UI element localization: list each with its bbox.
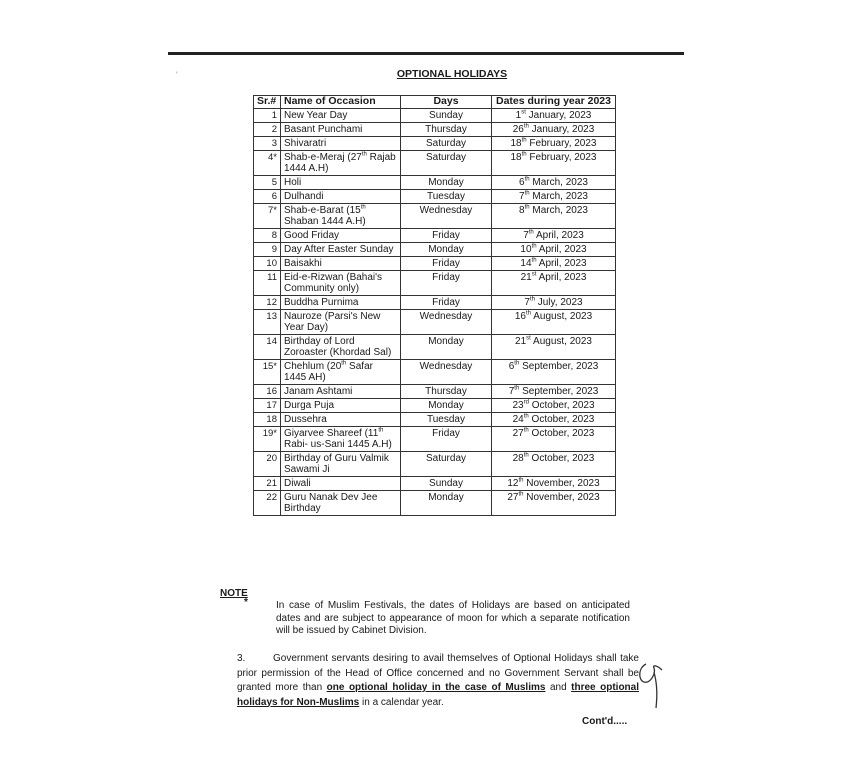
date-ordinal-suffix: th <box>528 229 534 236</box>
date-month-year: August, 2023 <box>530 311 593 322</box>
row-day: Wednesday <box>401 310 492 335</box>
row-sr-number: 18 <box>254 413 281 427</box>
table-row <box>254 151 616 176</box>
row-day: Thursday <box>401 385 492 399</box>
row-sr-number: 15* <box>254 360 281 385</box>
row-occasion-name: Shivaratri <box>281 137 401 151</box>
date-month-year: March, 2023 <box>529 205 588 216</box>
row-day: Wednesday <box>401 360 492 385</box>
row-occasion-name: New Year Day <box>281 109 401 123</box>
date-day-number: 26 <box>512 124 524 135</box>
row-occasion-name: Good Friday <box>281 229 401 243</box>
row-sr-number: 16 <box>254 385 281 399</box>
row-date <box>492 109 616 123</box>
table-row <box>254 271 616 296</box>
row-day: Saturday <box>401 137 492 151</box>
row-sr-number: 3 <box>254 137 281 151</box>
date-ordinal-suffix: th <box>518 477 524 484</box>
paragraph-3 <box>237 652 639 710</box>
table-row <box>254 477 616 491</box>
date-day-number: 10 <box>520 244 532 255</box>
scan-speck: ʹ <box>176 70 178 80</box>
row-sr-number: 22 <box>254 491 281 516</box>
row-date <box>492 399 616 413</box>
date-ordinal-suffix: th <box>518 491 524 498</box>
row-day: Friday <box>401 271 492 296</box>
row-sr-number: 9 <box>254 243 281 257</box>
row-occasion-name <box>281 204 401 229</box>
row-day: Saturday <box>401 452 492 477</box>
date-day-number: 1 <box>515 110 522 121</box>
occasion-name-part: Shab-e-Meraj (27 <box>284 152 362 163</box>
row-day: Saturday <box>401 151 492 176</box>
continued-marker: Cont'd..... <box>582 716 628 727</box>
date-day-number: 16 <box>514 311 526 322</box>
table-row <box>254 310 616 335</box>
date-month-year: March, 2023 <box>529 191 588 202</box>
date-month-year: April, 2023 <box>536 258 587 269</box>
row-date <box>492 427 616 452</box>
date-month-year: November, 2023 <box>523 478 600 489</box>
row-date <box>492 491 616 516</box>
date-day-number: 21 <box>520 272 532 283</box>
row-occasion-name <box>281 427 401 452</box>
row-sr-number: 13 <box>254 310 281 335</box>
row-occasion-name: Diwali <box>281 477 401 491</box>
row-day: Friday <box>401 296 492 310</box>
date-day-number: 24 <box>512 414 524 425</box>
date-day-number: 23 <box>512 400 524 411</box>
table-row <box>254 399 616 413</box>
table-row <box>254 491 616 516</box>
table-row <box>254 229 616 243</box>
date-month-year: September, 2023 <box>519 386 599 397</box>
row-date <box>492 137 616 151</box>
date-day-number: 6 <box>519 177 525 188</box>
paragraph-text-c: in a calendar year. <box>359 696 444 708</box>
row-date <box>492 310 616 335</box>
row-occasion-name: Birthday of Lord Zoroaster (Khordad Sal) <box>281 335 401 360</box>
date-month-year: October, 2023 <box>528 400 595 411</box>
table-row <box>254 204 616 229</box>
row-occasion-name: Janam Ashtami <box>281 385 401 399</box>
row-date <box>492 243 616 257</box>
row-sr-number: 14 <box>254 335 281 360</box>
row-sr-number: 7* <box>254 204 281 229</box>
paragraph-number: 3. <box>237 653 246 664</box>
date-month-year: April, 2023 <box>536 272 587 283</box>
date-day-number: 8 <box>519 205 525 216</box>
page-title: OPTIONAL HOLIDAYS <box>396 68 508 80</box>
row-sr-number: 10 <box>254 257 281 271</box>
row-date <box>492 413 616 427</box>
row-occasion-name: Baisakhi <box>281 257 401 271</box>
date-day-number: 6 <box>508 361 515 372</box>
table-row <box>254 335 616 360</box>
occasion-name-ordinal: th <box>360 204 366 211</box>
row-occasion-name: Day After Easter Sunday <box>281 243 401 257</box>
occasion-name-part: Rabi- us-Sani 1445 A.H) <box>284 439 392 450</box>
note-label: NOTE <box>220 588 248 599</box>
occasion-name-part: Safar 1445 AH) <box>284 361 373 383</box>
occasion-name-ordinal: th <box>361 151 367 158</box>
table-row <box>254 385 616 399</box>
date-ordinal-suffix: st <box>526 335 531 342</box>
date-month-year: October, 2023 <box>528 428 595 439</box>
row-occasion-name: Guru Nanak Dev Jee Birthday <box>281 491 401 516</box>
signature-initial <box>636 660 668 712</box>
date-month-year: October, 2023 <box>528 414 595 425</box>
row-date <box>492 477 616 491</box>
paragraph-text-a: Government servants desiring to avail themselves of Optional Holidays shall take prior permission of the Head of Office concerned and no Government Servant shall be granted more than <box>237 653 639 693</box>
row-sr-number: 21 <box>254 477 281 491</box>
table-header-row <box>254 96 616 109</box>
date-day-number: 28 <box>512 453 524 464</box>
row-occasion-name: Buddha Purnima <box>281 296 401 310</box>
date-ordinal-suffix: th <box>514 385 520 392</box>
paragraph-text-b: and <box>545 682 572 693</box>
row-occasion-name: Nauroze (Parsi's New Year Day) <box>281 310 401 335</box>
date-day-number: 7 <box>519 191 525 202</box>
date-day-number: 12 <box>507 478 519 489</box>
date-month-year: April, 2023 <box>533 230 584 241</box>
date-ordinal-suffix: th <box>523 452 529 459</box>
row-day: Friday <box>401 257 492 271</box>
date-ordinal-suffix: th <box>521 137 527 144</box>
date-month-year: September, 2023 <box>519 361 599 372</box>
row-date <box>492 296 616 310</box>
row-day: Monday <box>401 176 492 190</box>
date-ordinal-suffix: th <box>531 243 537 250</box>
note-text: In case of Muslim Festivals, the dates of Holidays are based on anticipated dates and are subject to appearance of moon for which a separate notification will be issued by Cabinet Division. <box>276 600 630 636</box>
occasion-name-part: Giyarvee Shareef (11 <box>284 428 379 439</box>
date-ordinal-suffix: th <box>521 151 527 158</box>
row-date <box>492 229 616 243</box>
row-date <box>492 257 616 271</box>
row-sr-number: 17 <box>254 399 281 413</box>
date-month-year: August, 2023 <box>530 336 592 347</box>
row-day: Thursday <box>401 123 492 137</box>
table-row <box>254 137 616 151</box>
row-day: Monday <box>401 399 492 413</box>
date-month-year: July, 2023 <box>534 297 583 308</box>
row-occasion-name: Holi <box>281 176 401 190</box>
row-day: Tuesday <box>401 413 492 427</box>
table-row <box>254 360 616 385</box>
occasion-name-part: Chehlum (20 <box>284 361 342 372</box>
table-row <box>254 413 616 427</box>
date-ordinal-suffix: rd <box>523 399 529 406</box>
row-occasion-name: Durga Puja <box>281 399 401 413</box>
row-sr-number: 8 <box>254 229 281 243</box>
date-ordinal-suffix: st <box>531 271 537 278</box>
date-ordinal-suffix: th <box>529 296 535 303</box>
date-day-number: 18 <box>510 152 522 163</box>
date-month-year: January, 2023 <box>525 110 592 121</box>
date-month-year: January, 2023 <box>528 124 595 135</box>
table-row <box>254 452 616 477</box>
row-sr-number: 6 <box>254 190 281 204</box>
header-name: Name of Occasion <box>281 96 401 109</box>
date-ordinal-suffix: th <box>523 427 529 434</box>
row-date <box>492 190 616 204</box>
occasion-name-ordinal: th <box>341 360 347 367</box>
row-date <box>492 385 616 399</box>
row-occasion-name <box>281 360 401 385</box>
date-month-year: April, 2023 <box>536 244 587 255</box>
row-day: Friday <box>401 229 492 243</box>
table-row <box>254 296 616 310</box>
row-day: Sunday <box>401 109 492 123</box>
table-row <box>254 123 616 137</box>
date-day-number: 27 <box>507 492 519 503</box>
note-bullet: * <box>244 597 248 608</box>
row-date <box>492 335 616 360</box>
row-occasion-name: Basant Punchami <box>281 123 401 137</box>
date-ordinal-suffix: th <box>514 360 520 367</box>
occasion-name-part: Shab-e-Barat (15 <box>284 205 361 216</box>
table-row <box>254 109 616 123</box>
date-ordinal-suffix: th <box>523 123 529 130</box>
date-day-number: 18 <box>510 138 522 149</box>
date-month-year: February, 2023 <box>526 138 597 149</box>
date-ordinal-suffix: th <box>524 204 530 211</box>
date-month-year: October, 2023 <box>528 453 595 464</box>
date-month-year: February, 2023 <box>526 152 597 163</box>
header-sr: Sr.# <box>254 96 281 109</box>
row-day: Wednesday <box>401 204 492 229</box>
date-day-number: 21 <box>515 336 527 347</box>
row-sr-number: 20 <box>254 452 281 477</box>
date-month-year: March, 2023 <box>529 177 588 188</box>
date-month-year: November, 2023 <box>523 492 600 503</box>
table-row <box>254 176 616 190</box>
date-ordinal-suffix: th <box>531 257 537 264</box>
row-day: Monday <box>401 491 492 516</box>
row-date <box>492 204 616 229</box>
row-date <box>492 176 616 190</box>
row-day: Sunday <box>401 477 492 491</box>
row-sr-number: 12 <box>254 296 281 310</box>
row-date <box>492 360 616 385</box>
row-day: Friday <box>401 427 492 452</box>
row-sr-number: 5 <box>254 176 281 190</box>
row-occasion-name: Eid-e-Rizwan (Bahai's Community only) <box>281 271 401 296</box>
row-day: Tuesday <box>401 190 492 204</box>
paragraph-bold-b: three optional holidays for Non-Muslims <box>237 682 639 708</box>
table-row <box>254 427 616 452</box>
row-sr-number: 1 <box>254 109 281 123</box>
header-days: Days <box>401 96 492 109</box>
row-date <box>492 123 616 137</box>
date-ordinal-suffix: th <box>523 413 529 420</box>
row-occasion-name: Dussehra <box>281 413 401 427</box>
paragraph-bold-a: one optional holiday in the case of Muslims <box>326 682 546 693</box>
row-date <box>492 271 616 296</box>
occasion-name-part: Rajab 1444 A.H) <box>284 152 396 174</box>
row-day: Monday <box>401 335 492 360</box>
top-rule <box>168 52 684 55</box>
table-row <box>254 190 616 204</box>
row-sr-number: 11 <box>254 271 281 296</box>
date-day-number: 7 <box>508 386 515 397</box>
row-sr-number: 19* <box>254 427 281 452</box>
table-row <box>254 243 616 257</box>
holidays-table <box>253 95 616 516</box>
date-day-number: 7 <box>523 230 529 241</box>
date-day-number: 14 <box>520 258 532 269</box>
date-ordinal-suffix: th <box>524 190 530 197</box>
table-row <box>254 257 616 271</box>
row-sr-number: 2 <box>254 123 281 137</box>
header-dates: Dates during year 2023 <box>492 96 616 109</box>
row-occasion-name: Birthday of Guru Valmik Sawami Ji <box>281 452 401 477</box>
row-date <box>492 151 616 176</box>
date-ordinal-suffix: st <box>521 109 526 116</box>
row-occasion-name <box>281 151 401 176</box>
date-day-number: 7 <box>524 297 530 308</box>
occasion-name-ordinal: th <box>378 427 384 434</box>
date-ordinal-suffix: th <box>525 310 531 317</box>
date-ordinal-suffix: th <box>524 176 530 183</box>
row-occasion-name: Dulhandi <box>281 190 401 204</box>
row-day: Monday <box>401 243 492 257</box>
date-day-number: 27 <box>512 428 524 439</box>
row-date <box>492 452 616 477</box>
occasion-name-part: Shaban 1444 A.H) <box>284 216 366 227</box>
row-sr-number: 4* <box>254 151 281 176</box>
